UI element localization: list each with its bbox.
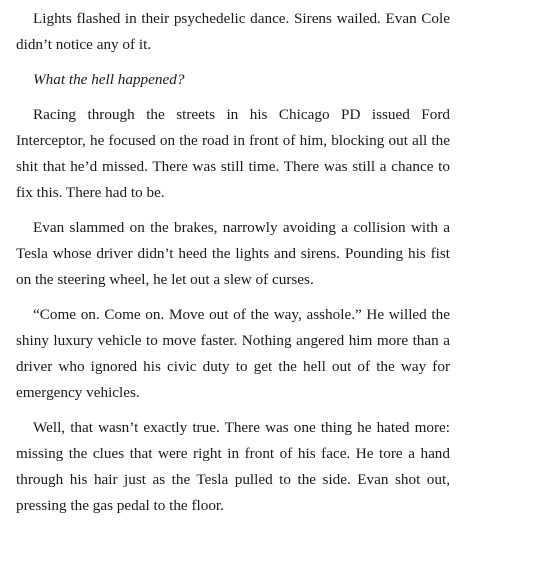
paragraph-6: Well, that wasn’t exactly true. There was one thing he hated more: missing the clues that were right in front of his face. He tore a hand through his hair just as the Tesla pulled to the side. Evan shot out, pressing the gas pedal to the floor. bbox=[16, 419, 450, 514]
paragraph-5: “Come on. Come on. Move out of the way, asshole.” He willed the shiny luxury vehicle to move faster. Nothing angered him more than a driver who ignored his civic duty to get the hell out of the way for emergency vehicles. bbox=[16, 306, 450, 401]
paragraph-2-italic-thought: What the hell happened? bbox=[33, 71, 185, 88]
paragraph-1: Lights flashed in their psychedelic dance. Sirens wailed. Evan Cole didn’t notice any of it. bbox=[16, 10, 450, 53]
paragraph-3: Racing through the streets in his Chicago PD issued Ford Interceptor, he focused on the road in front of him, blocking out all the shit that he’d missed. There was still time. There was still a chance to fix this. There had to be. bbox=[16, 106, 450, 201]
paragraph-4: Evan slammed on the brakes, narrowly avoiding a collision with a Tesla whose driver didn’t heed the lights and sirens. Pounding his fist on the steering wheel, he let out a slew of curses. bbox=[16, 219, 450, 288]
